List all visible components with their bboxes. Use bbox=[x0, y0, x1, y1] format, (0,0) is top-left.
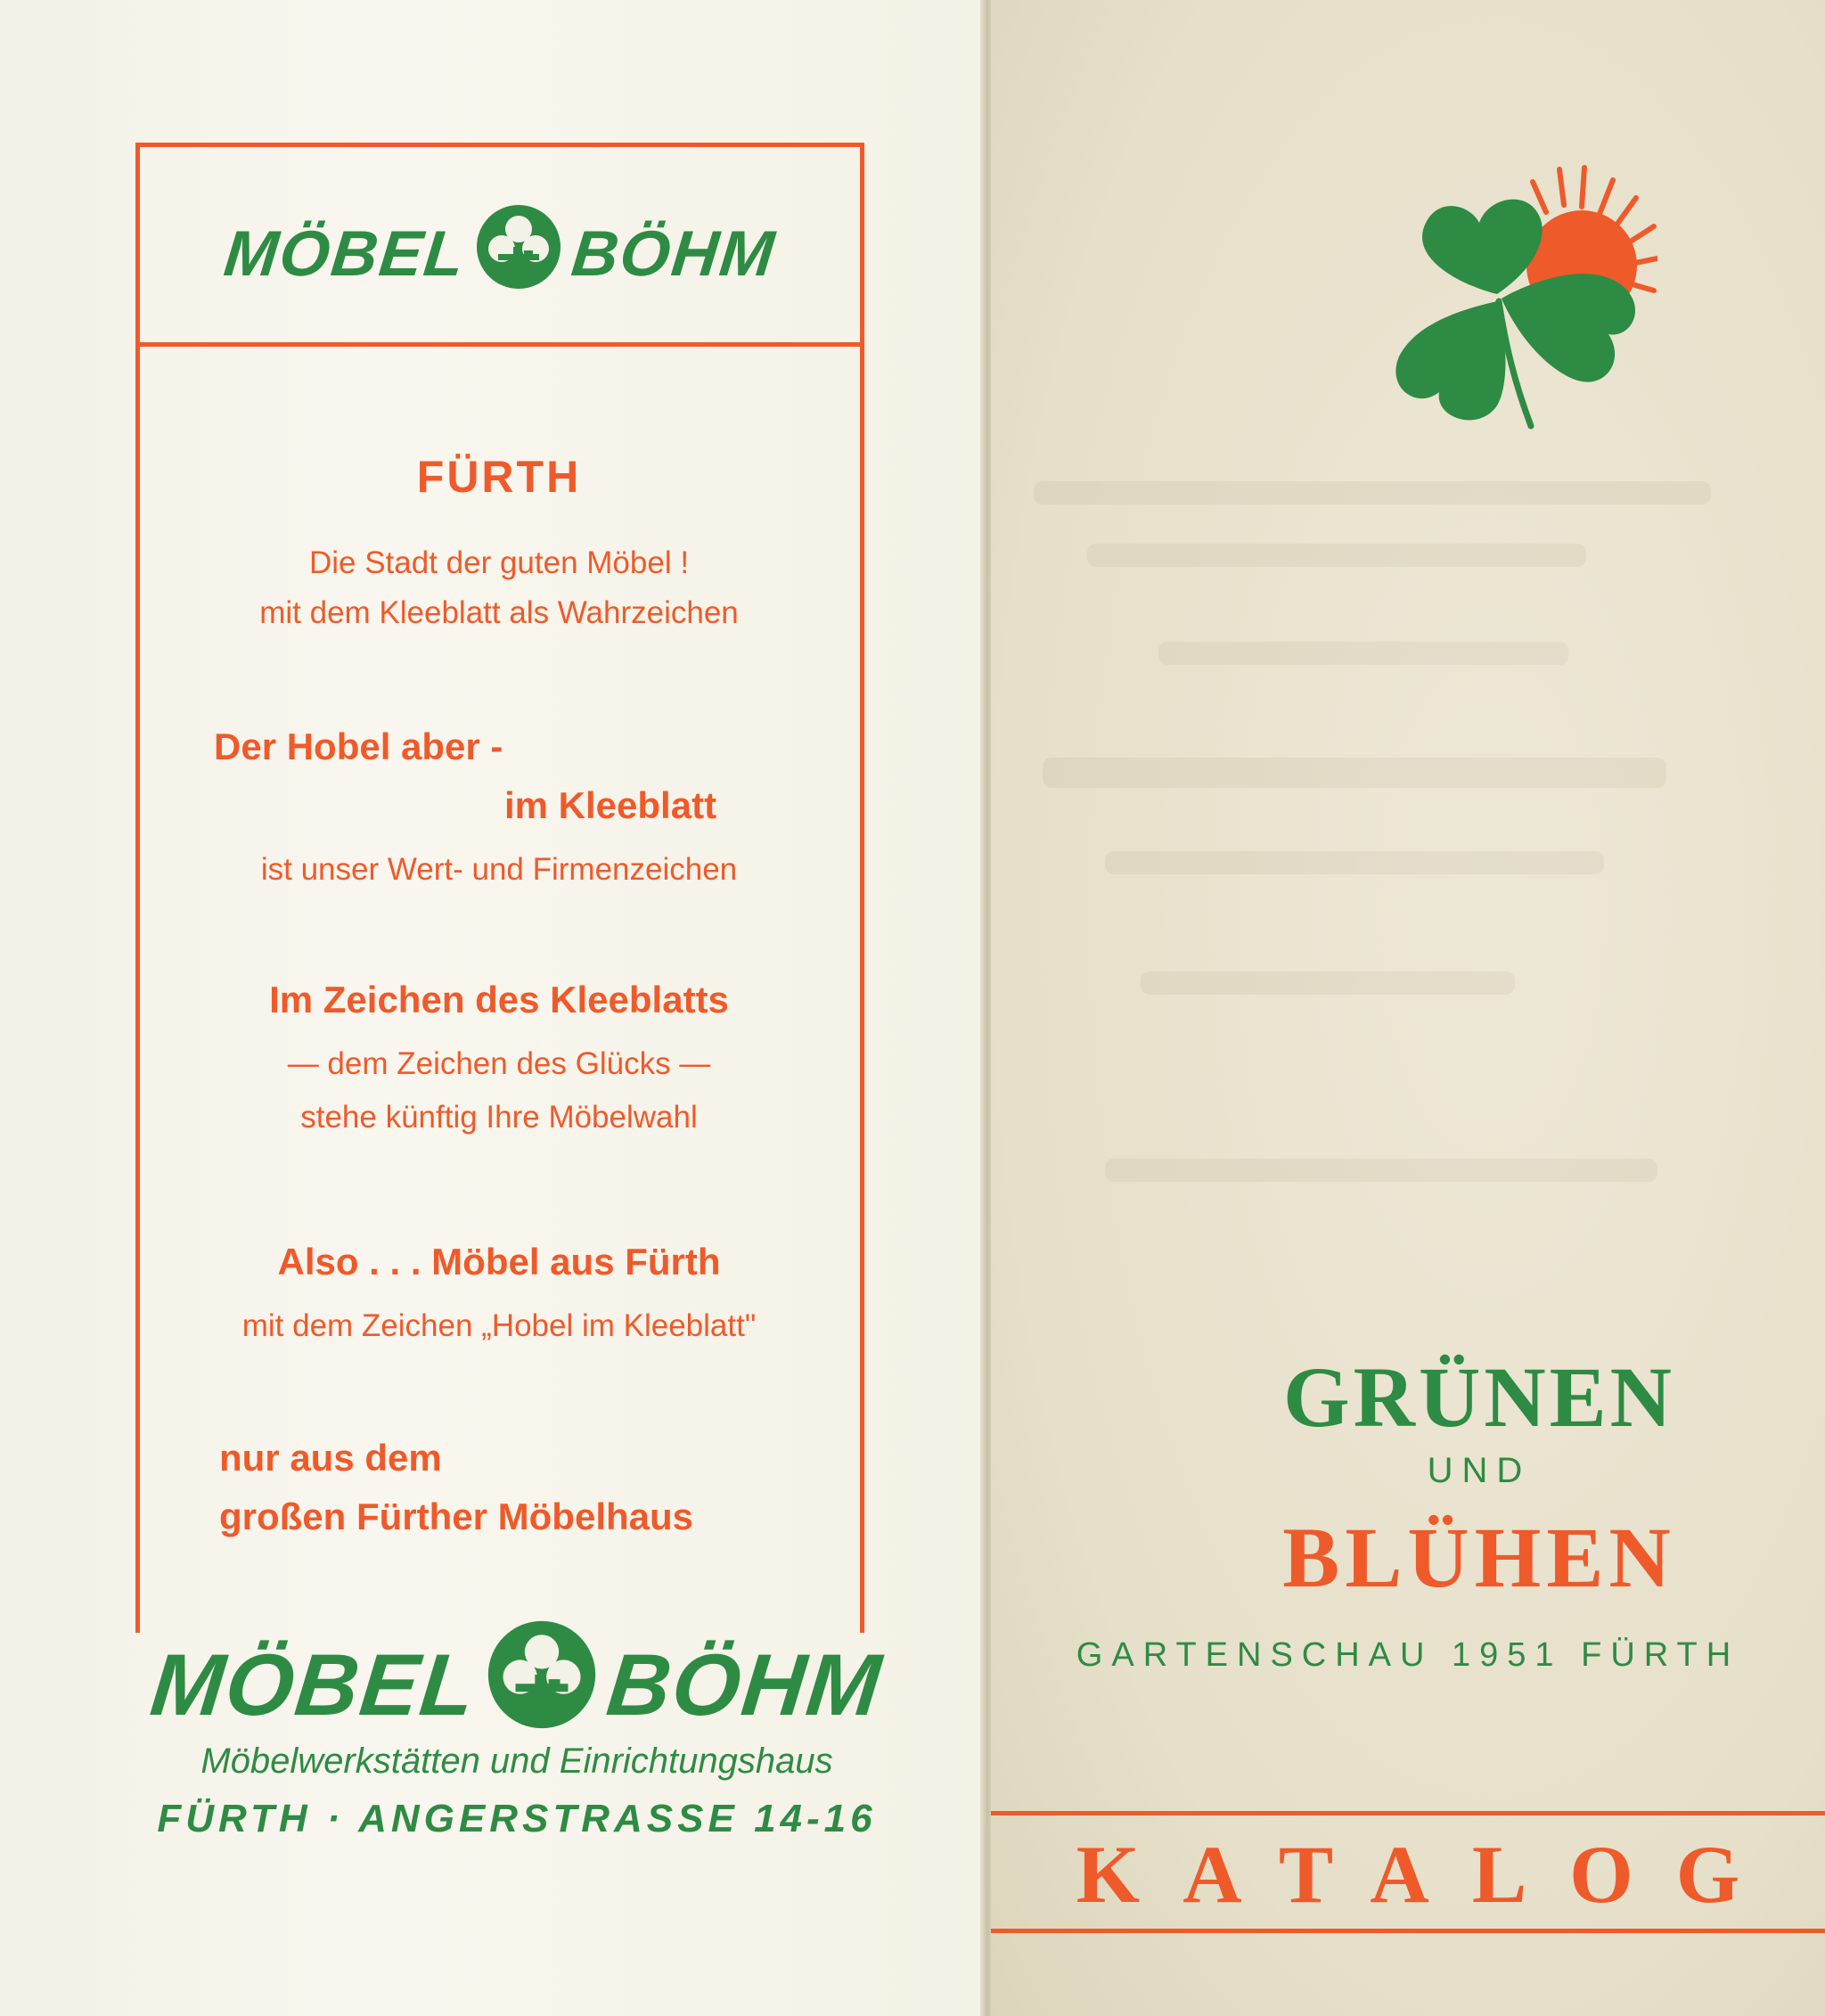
slogan-body-1: ist unser Wert- und Firmenzeichen bbox=[260, 852, 738, 887]
cloverleaf-plane-logo-icon bbox=[485, 1618, 599, 1752]
brand-logo-top bbox=[135, 205, 864, 303]
show-through-text bbox=[1087, 544, 1586, 567]
intro-line-1: Die Stadt der guten Möbel ! bbox=[308, 545, 690, 580]
cover-subtitle: GARTENSCHAU 1951 FÜRTH bbox=[1076, 1636, 1740, 1674]
catalog-label: KATALOG bbox=[1076, 1829, 1783, 1920]
shamrock-with-sun-icon bbox=[1363, 152, 1657, 437]
show-through-text bbox=[1105, 851, 1604, 874]
cover-title-connector: UND bbox=[1427, 1451, 1532, 1490]
slogan-body-2b: stehe künftig Ihre Möbelwahl bbox=[300, 1100, 698, 1135]
company-address: FÜRTH · ANGERSTRASSE 14-16 bbox=[157, 1797, 877, 1840]
show-through-text bbox=[1043, 758, 1666, 788]
slogan-body-2a: — dem Zeichen des Glücks — bbox=[287, 1046, 711, 1081]
slogan-heading-1b: im Kleeblatt bbox=[504, 784, 717, 826]
show-through-text bbox=[1158, 642, 1568, 665]
company-subtitle: Möbelwerkstätten und Einrichtungshaus bbox=[201, 1741, 833, 1781]
cover-title-line-1: GRÜNEN bbox=[1282, 1349, 1675, 1445]
slogan-heading-2: Im Zeichen des Kleeblatts bbox=[269, 979, 729, 1020]
header-divider bbox=[135, 342, 864, 347]
show-through-text bbox=[1105, 1159, 1657, 1182]
slogan-heading-4a: nur aus dem bbox=[219, 1437, 442, 1479]
brand-word-right: BÖHM bbox=[568, 218, 780, 290]
show-through-text bbox=[1034, 481, 1711, 504]
intro-line-2: mit dem Kleeblatt als Wahrzeichen bbox=[259, 595, 739, 630]
show-through-text bbox=[1141, 971, 1515, 995]
slogan-heading-4b: großen Fürther Möbelhaus bbox=[219, 1496, 694, 1537]
slogan-heading-3: Also . . . Möbel aus Fürth bbox=[277, 1241, 721, 1283]
slogan-heading-1a: Der Hobel aber - bbox=[214, 725, 503, 767]
catalog-rule-bottom bbox=[991, 1929, 1825, 1933]
city-heading: FÜRTH bbox=[416, 452, 582, 502]
brand-logo-bottom bbox=[134, 1631, 900, 1738]
catalog-rule-top bbox=[991, 1811, 1825, 1815]
advertisement-frame bbox=[135, 143, 864, 1633]
brand-word-left: MÖBEL bbox=[220, 218, 470, 290]
brand-word-right: BÖHM bbox=[602, 1635, 888, 1733]
slogan-body-3: mit dem Zeichen „Hobel im Kleeblatt" bbox=[241, 1308, 757, 1343]
cloverleaf-plane-logo-icon bbox=[474, 202, 563, 307]
cover-title-line-2: BLÜHEN bbox=[1282, 1510, 1676, 1605]
brand-word-left: MÖBEL bbox=[146, 1635, 482, 1733]
